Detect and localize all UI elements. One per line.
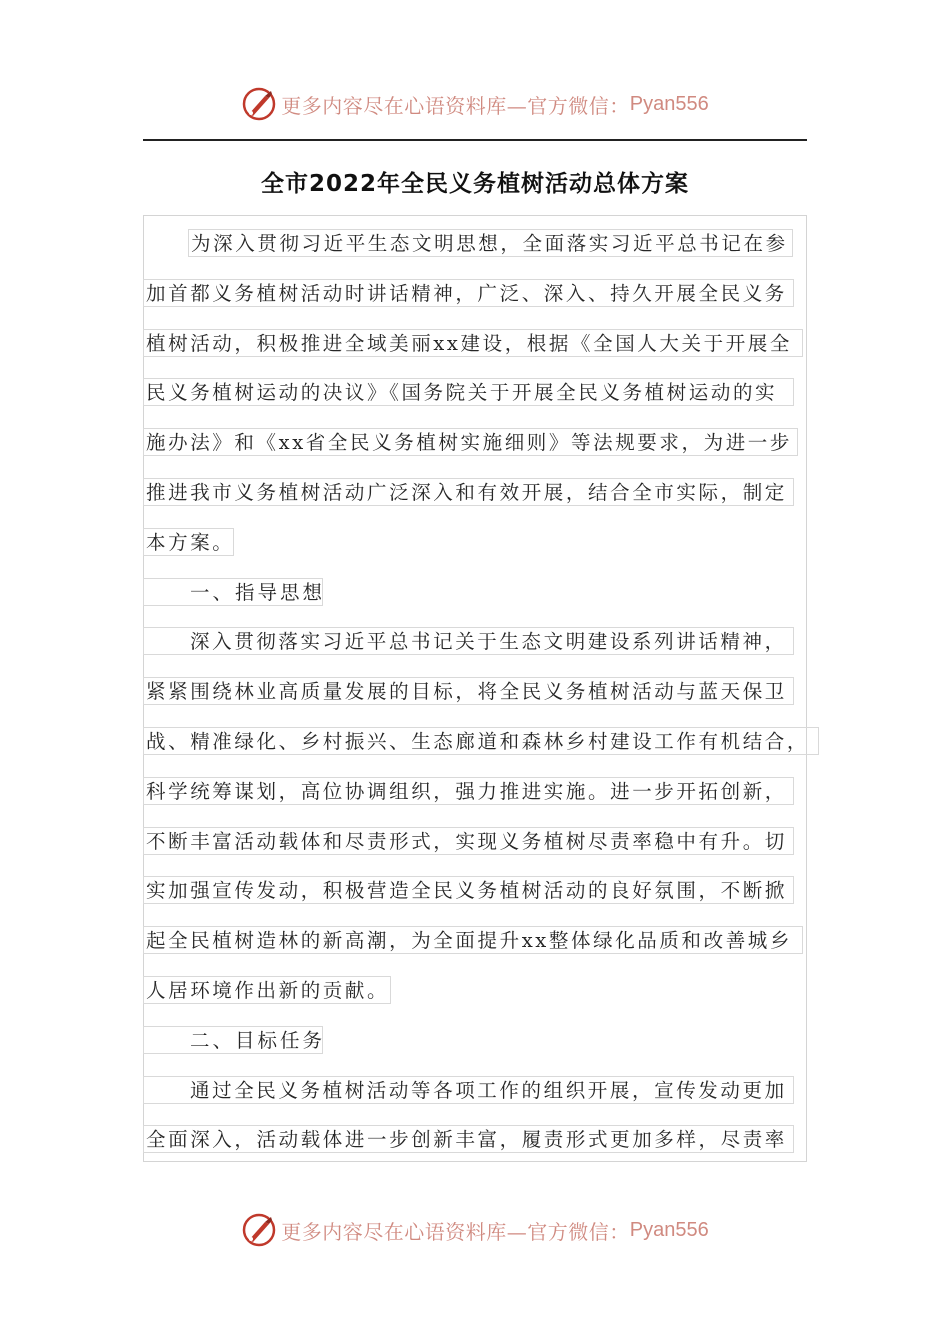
- section-heading: 一、指导思想: [143, 578, 323, 606]
- footer-banner: [0, 1208, 950, 1252]
- paragraph-line: 植树活动，积极推进全域美丽xx建设，根据《全国人大关于开展全: [143, 329, 803, 357]
- quill-pen-logo-icon: [241, 86, 277, 122]
- header-banner: [0, 82, 950, 126]
- banner-text: 更多内容尽在心语资料库—官方微信：: [281, 1219, 630, 1244]
- paragraph-line: 紧紧围绕林业高质量发展的目标，将全民义务植树活动与蓝天保卫: [143, 677, 794, 705]
- wechat-id: Pyan556: [629, 1218, 709, 1241]
- header-divider: [143, 139, 807, 141]
- wechat-id: Pyan556: [629, 92, 709, 115]
- paragraph-line: 本方案。: [143, 528, 234, 556]
- banner-text: 更多内容尽在心语资料库—官方微信：: [281, 93, 630, 118]
- paragraph-line: 施办法》和《xx省全民义务植树实施细则》等法规要求，为进一步: [143, 428, 798, 456]
- section-heading: 二、目标任务: [143, 1026, 323, 1054]
- paragraph-line: 不断丰富活动载体和尽责形式，实现义务植树尽责率稳中有升。切: [143, 827, 794, 855]
- paragraph-line: 民义务植树运动的决议》《国务院关于开展全民义务植树运动的实: [143, 378, 794, 406]
- paragraph-line: 为深入贯彻习近平生态文明思想，全面落实习近平总书记在参: [188, 229, 793, 257]
- paragraph-line: 人居环境作出新的贡献。: [143, 976, 391, 1004]
- paragraph-line: 加首都义务植树活动时讲话精神，广泛、深入、持久开展全民义务: [143, 279, 794, 307]
- quill-pen-logo-icon: [241, 1212, 277, 1248]
- paragraph-line: 通过全民义务植树活动等各项工作的组织开展，宣传发动更加: [143, 1076, 794, 1104]
- paragraph-line: 起全民植树造林的新高潮，为全面提升xx整体绿化品质和改善城乡: [143, 926, 803, 954]
- paragraph-line: 实加强宣传发动，积极营造全民义务植树活动的良好氛围，不断掀: [143, 876, 794, 904]
- paragraph-line: 深入贯彻落实习近平总书记关于生态文明建设系列讲话精神，: [143, 627, 794, 655]
- page-title: 全市2022年全民义务植树活动总体方案: [260, 171, 689, 197]
- paragraph-line: 全面深入，活动载体进一步创新丰富，履责形式更加多样，尽责率: [143, 1125, 794, 1153]
- paragraph-line: 推进我市义务植树活动广泛深入和有效开展，结合全市实际，制定: [143, 478, 794, 506]
- paragraph-line: 科学统筹谋划，高位协调组织，强力推进实施。进一步开拓创新，: [143, 777, 794, 805]
- paragraph-line: 战、精准绿化、乡村振兴、生态廊道和森林乡村建设工作有机结合，: [143, 727, 819, 755]
